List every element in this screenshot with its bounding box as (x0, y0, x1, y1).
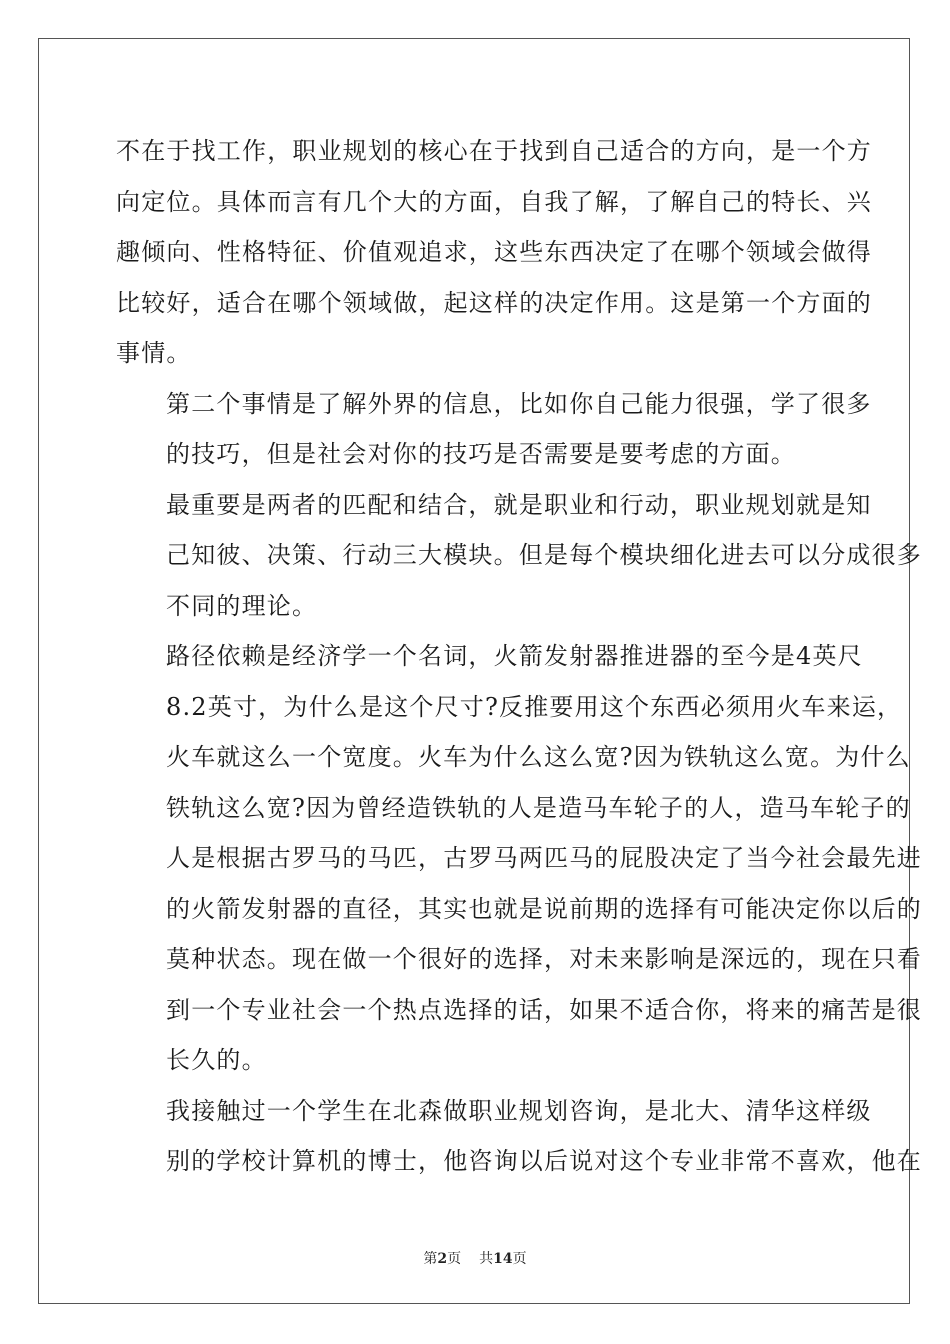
page-footer (0, 1248, 950, 1268)
text-line: 长久的。 (166, 1046, 267, 1074)
text-line: 我接触过一个学生在北森做职业规划咨询，是北大、清华这样级 (166, 1096, 872, 1125)
text-line: 事情。 (116, 339, 192, 367)
text-line: 比较好，适合在哪个领域做，起这样的决定作用。这是第一个方面的 (116, 288, 872, 317)
text-line: 不在于找工作，职业规划的核心在于找到自己适合的方向，是一个方 (116, 137, 872, 165)
footer-total-pages: 14 (493, 1251, 513, 1267)
footer-page-prefix: 第 (423, 1251, 438, 1267)
text-line: 不同的理论。 (166, 591, 318, 620)
text-line: 己知彼、决策、行动三大模块。但是每个模块细化进去可以分成很多 (166, 541, 922, 569)
text-line: 人是根据古罗马的马匹，古罗马两匹马的屁股决定了当今社会最先进 (166, 844, 922, 872)
paragraph (116, 631, 922, 1086)
text-line: 8.2英寸，为什么是这个尺寸?反推要用这个东西必须用火车来运， (166, 692, 903, 721)
text-line: 莫种状态。现在做一个很好的选择，对未来影响是深远的，现在只看 (166, 945, 922, 973)
paragraph (116, 379, 872, 480)
paragraph (116, 1086, 922, 1187)
text-line: 到一个专业社会一个热点选择的话，如果不适合你，将来的痛苦是很 (166, 995, 922, 1024)
text-line: 别的学校计算机的博士，他咨询以后说对这个专业非常不喜欢，他在 (166, 1147, 922, 1175)
text-line: 的火箭发射器的直径，其实也就是说前期的选择有可能决定你以后的 (166, 894, 922, 923)
paragraph (116, 126, 872, 379)
paragraph (116, 480, 922, 632)
footer-page-suffix: 页 (447, 1251, 462, 1267)
text-line: 最重要是两者的匹配和结合，就是职业和行动，职业规划就是知 (166, 490, 872, 519)
text-line: 趣倾向、性格特征、价值观追求，这些东西决定了在哪个领域会做得 (116, 238, 872, 266)
document-body (116, 126, 922, 1187)
text-line: 向定位。具体而言有几个大的方面，自我了解，了解自己的特长、兴 (116, 187, 872, 216)
footer-page-number: 2 (437, 1251, 448, 1267)
text-line: 火车就这么一个宽度。火车为什么这么宽?因为铁轨这么宽。为什么 (166, 743, 911, 771)
footer-total-prefix: 共 (479, 1251, 494, 1267)
text-line: 铁轨这么宽?因为曾经造铁轨的人是造马车轮子的人，造马车轮子的 (166, 793, 911, 822)
text-line: 路径依赖是经济学一个名词，火箭发射器推进器的至今是4英尺 (166, 642, 863, 670)
text-line: 的技巧，但是社会对你的技巧是否需要是要考虑的方面。 (166, 440, 796, 468)
footer-total-suffix: 页 (512, 1251, 527, 1267)
text-line: 第二个事情是了解外界的信息，比如你自己能力很强，学了很多 (166, 389, 872, 418)
